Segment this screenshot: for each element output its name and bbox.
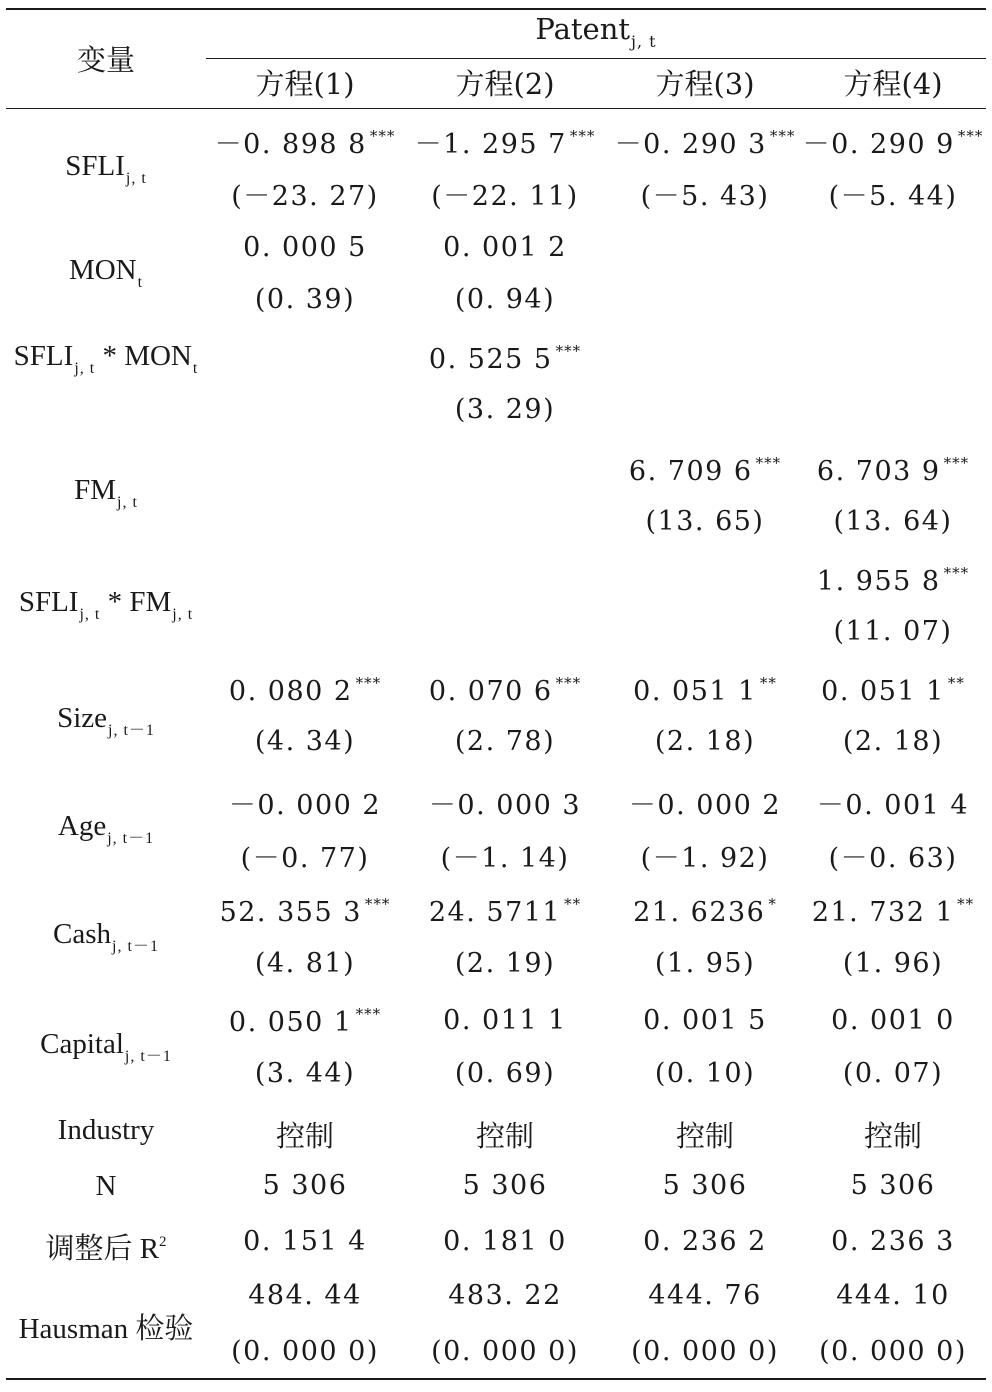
t-statistic-cell: (0. 39) — [254, 284, 356, 315]
row-label-name: SFLI — [65, 150, 125, 182]
coefficient-value: 0. 011 1 — [443, 1005, 567, 1036]
significance-stars: *** — [355, 1005, 382, 1023]
coefficient-value: 21. 6236 — [633, 897, 766, 928]
row-label — [6, 150, 206, 188]
coefficient-cell — [410, 1005, 600, 1036]
footer-value-cell: 483. 22 — [448, 1280, 562, 1311]
row-label-subscript: j, t — [117, 494, 138, 511]
footer-value-cell: 5 306 — [662, 1170, 748, 1201]
significance-stars: *** — [364, 895, 391, 913]
row-label-name: Age — [57, 810, 107, 842]
t-statistic-cell: (2. 78) — [454, 726, 556, 757]
footer-value-cell: 444. 10 — [836, 1280, 950, 1311]
t-statistic-cell: (0. 69) — [454, 1058, 556, 1089]
coefficient-value: 6. 709 6 — [628, 456, 753, 487]
t-statistic-cell: (－5. 43) — [640, 181, 770, 212]
row-label-subscript: j, t — [74, 360, 96, 377]
row-label-subscript: j, t－1 — [107, 830, 155, 847]
column-header-4: 方程(4) — [843, 67, 943, 101]
coefficient-cell — [610, 674, 800, 707]
footer-value-cell: 控制 — [675, 1119, 734, 1153]
footer-value-cell: 0. 151 4 — [243, 1226, 367, 1257]
row-label-name: SFLI — [18, 586, 79, 618]
row-label-name: Capital — [40, 1028, 124, 1060]
footer-value-cell: 控制 — [863, 1119, 922, 1153]
coefficient-value: －0. 001 4 — [816, 790, 970, 821]
t-statistic-cell: (－22. 11) — [431, 181, 579, 212]
footer-label-superscript: 2 — [159, 1234, 167, 1250]
t-statistic-cell: (2. 18) — [842, 726, 944, 757]
coefficient-value: 0. 051 1 — [821, 676, 945, 707]
coefficient-value: 52. 355 3 — [219, 897, 362, 928]
row-label-name: SFLI — [13, 340, 74, 372]
coefficient-value: －0. 290 9 — [802, 129, 955, 160]
column-header-2: 方程(2) — [455, 67, 555, 101]
row-label-name: Size — [57, 702, 108, 734]
significance-stars: ** — [564, 895, 582, 913]
t-statistic-cell: (13. 64) — [833, 506, 953, 537]
row-label — [6, 810, 206, 848]
row-label-name: MON — [68, 254, 137, 286]
p-value-cell: (0. 000 0) — [631, 1336, 779, 1367]
coefficient-value: －0. 000 3 — [428, 790, 582, 821]
row-label — [6, 586, 206, 624]
row-label-subscript: j, t — [79, 606, 101, 623]
footer-row-label — [6, 1226, 206, 1267]
coefficient-value: 1. 955 8 — [816, 566, 941, 597]
t-statistic-cell: (－1. 14) — [440, 843, 570, 874]
t-statistic-cell: (0. 07) — [842, 1058, 944, 1089]
coefficient-cell — [410, 895, 600, 928]
significance-stars: *** — [957, 127, 984, 145]
significance-stars: ** — [957, 895, 975, 913]
significance-stars: *** — [769, 127, 796, 145]
dep-var-name: Patent — [535, 12, 631, 46]
coefficient-value: 0. 051 1 — [633, 676, 757, 707]
row-label-subscript-2: j, t — [172, 606, 194, 623]
coefficient-cell — [210, 895, 400, 928]
dependent-variable-header — [206, 12, 986, 51]
footer-label-text: Hausman 检验 — [18, 1313, 194, 1345]
coefficient-cell — [410, 783, 600, 822]
row-label — [6, 474, 206, 512]
coefficient-cell — [798, 895, 988, 928]
significance-stars: * — [768, 895, 777, 913]
coefficient-value: 0. 001 0 — [831, 1005, 955, 1036]
t-statistic-cell: (13. 65) — [645, 506, 765, 537]
coefficient-value: －0. 290 3 — [614, 129, 767, 160]
t-statistic-cell: (0. 10) — [654, 1058, 756, 1089]
row-label — [6, 702, 206, 740]
coefficient-value: 0. 001 5 — [643, 1005, 767, 1036]
t-statistic-cell: (－5. 44) — [828, 181, 958, 212]
row-label — [6, 340, 206, 378]
row-label-subscript: j, t－1 — [124, 1048, 172, 1065]
column-header-3: 方程(3) — [655, 67, 755, 101]
row-label-interaction: * FM — [100, 586, 172, 618]
footer-value-cell: 484. 44 — [248, 1280, 362, 1311]
t-statistic-cell: (2. 19) — [454, 948, 556, 979]
t-statistic-cell: (3. 29) — [454, 394, 556, 425]
row-label-subscript: j, t — [125, 170, 147, 187]
footer-value-cell: 5 306 — [850, 1170, 936, 1201]
t-statistic-cell: (4. 34) — [254, 726, 356, 757]
t-statistic-cell: (－0. 63) — [828, 843, 958, 874]
variable-column-header: 变量 — [76, 45, 135, 77]
coefficient-value: 0. 050 1 — [228, 1007, 353, 1038]
footer-value-cell: 0. 181 0 — [443, 1226, 567, 1257]
coefficient-cell — [798, 454, 988, 487]
significance-stars: *** — [555, 674, 582, 692]
significance-stars: *** — [943, 564, 970, 582]
coefficient-cell — [210, 783, 400, 822]
p-value-cell: (0. 000 0) — [819, 1336, 967, 1367]
p-value-cell: (0. 000 0) — [431, 1336, 579, 1367]
t-statistic-cell: (4. 81) — [254, 948, 356, 979]
row-label-subscript: t — [137, 274, 144, 291]
coefficient-cell — [410, 122, 600, 161]
coefficient-value: 6. 703 9 — [816, 456, 941, 487]
coefficient-value: －0. 000 2 — [628, 790, 782, 821]
footer-row-label — [6, 1114, 206, 1147]
coefficient-value: －0. 000 2 — [228, 790, 382, 821]
t-statistic-cell: (2. 18) — [654, 726, 756, 757]
significance-stars: *** — [569, 127, 596, 145]
coefficient-value: －1. 295 7 — [414, 129, 567, 160]
coefficient-cell — [798, 783, 988, 822]
coefficient-value: －0. 898 8 — [214, 129, 367, 160]
coefficient-value: 24. 5711 — [428, 897, 562, 928]
footer-label-text: 调整后 R — [45, 1233, 160, 1265]
coefficient-cell — [798, 674, 988, 707]
significance-stars: ** — [947, 674, 965, 692]
coefficient-cell — [798, 564, 988, 597]
footer-row-label — [6, 1170, 206, 1203]
row-label-name: Cash — [53, 918, 112, 950]
coefficient-cell — [610, 454, 800, 487]
t-statistic-cell: (－1. 92) — [640, 843, 770, 874]
t-statistic-cell: (11. 07) — [833, 616, 953, 647]
coefficient-cell — [410, 232, 600, 263]
coefficient-value: 0. 525 5 — [428, 344, 553, 375]
footer-value-cell: 444. 76 — [648, 1280, 762, 1311]
column-header-1: 方程(1) — [255, 67, 355, 101]
header-sub-rule — [206, 58, 986, 59]
footer-label-text: N — [95, 1170, 117, 1202]
t-statistic-cell: (1. 95) — [654, 948, 756, 979]
t-statistic-cell: (0. 94) — [454, 284, 556, 315]
bottom-rule — [6, 1378, 986, 1380]
t-statistic-cell: (1. 96) — [842, 948, 944, 979]
row-label-subscript-2: t — [192, 360, 199, 377]
coefficient-cell — [798, 1005, 988, 1036]
t-statistic-cell: (3. 44) — [254, 1058, 356, 1089]
footer-value-cell: 控制 — [475, 1119, 534, 1153]
footer-value-cell: 5 306 — [262, 1170, 348, 1201]
coefficient-cell — [410, 342, 600, 375]
coefficient-value: 0. 070 6 — [428, 676, 553, 707]
footer-value-cell: 5 306 — [462, 1170, 548, 1201]
row-label — [6, 918, 206, 956]
significance-stars: *** — [943, 454, 970, 472]
row-label-subscript: j, t－1 — [112, 938, 159, 955]
coefficient-value: 21. 732 1 — [811, 897, 955, 928]
row-label-subscript: j, t－1 — [108, 722, 155, 739]
footer-label-text: Industry — [57, 1114, 155, 1146]
coefficient-cell — [210, 674, 400, 707]
coefficient-cell — [210, 1005, 400, 1038]
row-label-name: FM — [74, 474, 117, 506]
footer-value-cell: 控制 — [275, 1119, 334, 1153]
coefficient-cell — [610, 895, 800, 928]
footer-row-label — [6, 1306, 206, 1347]
p-value-cell: (0. 000 0) — [231, 1336, 379, 1367]
coefficient-cell — [798, 122, 988, 161]
significance-stars: *** — [555, 342, 582, 360]
dep-var-subscript: j, t — [631, 32, 657, 51]
significance-stars: *** — [755, 454, 782, 472]
row-label — [6, 1028, 206, 1066]
coefficient-value: 0. 000 5 — [243, 232, 367, 263]
t-statistic-cell: (－23. 27) — [231, 181, 379, 212]
coefficient-cell — [610, 783, 800, 822]
coefficient-cell — [610, 1005, 800, 1036]
footer-value-cell: 0. 236 2 — [643, 1226, 767, 1257]
significance-stars: *** — [369, 127, 396, 145]
coefficient-cell — [610, 122, 800, 161]
row-label-interaction: * MON — [95, 340, 192, 372]
t-statistic-cell: (－0. 77) — [240, 843, 370, 874]
row-label — [6, 254, 206, 292]
coefficient-cell — [210, 232, 400, 263]
footer-value-cell: 0. 236 3 — [831, 1226, 955, 1257]
significance-stars: *** — [355, 674, 382, 692]
significance-stars: ** — [759, 674, 777, 692]
coefficient-cell — [410, 674, 600, 707]
header-rule — [6, 108, 986, 109]
coefficient-cell — [210, 122, 400, 161]
top-rule — [6, 8, 986, 10]
coefficient-value: 0. 001 2 — [443, 232, 567, 263]
coefficient-value: 0. 080 2 — [228, 676, 353, 707]
